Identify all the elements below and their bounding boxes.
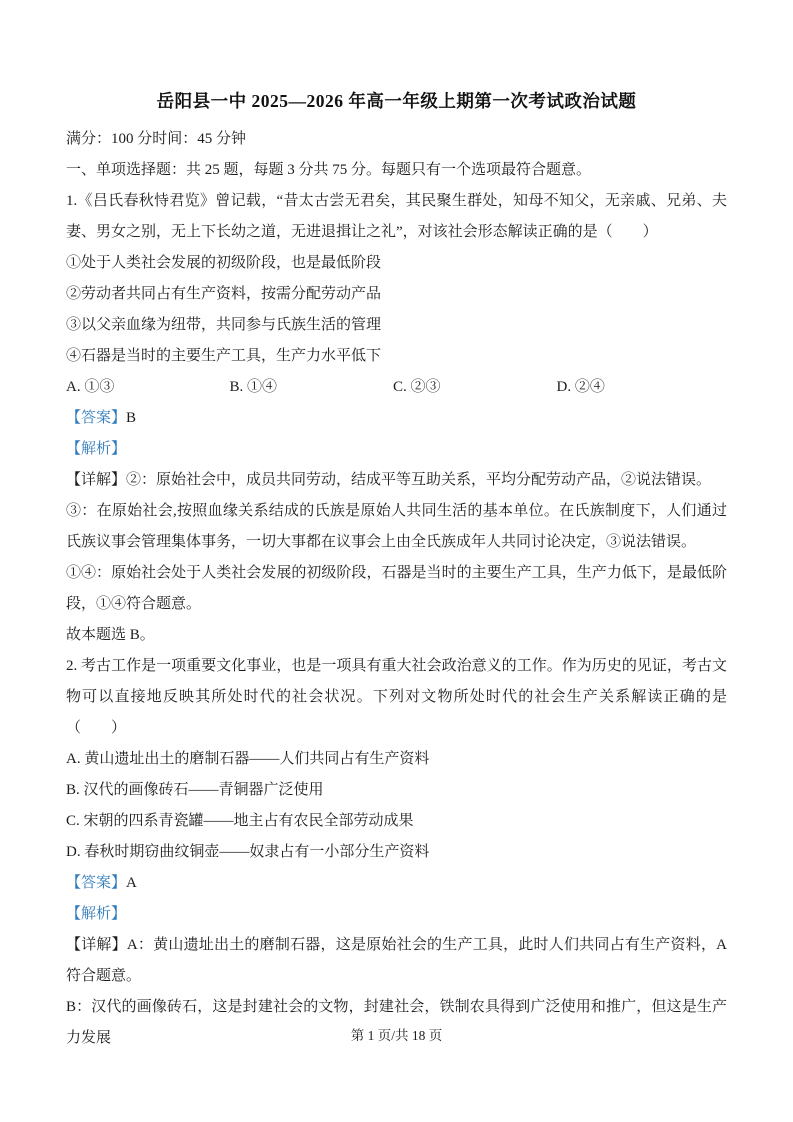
question-1-statement-3: ③以父亲血缘为纽带，共同参与氏族生活的管理 xyxy=(66,317,382,333)
question-2-explanation-1: 【详解】A：黄山遗址出土的磨制石器，这是原始社会的生产工具，此时人们共同占有生产资料，A 符合题意。 xyxy=(66,937,727,984)
section-heading: 一、单项选择题：共 25 题，每题 3 分共 75 分。每题只有一个选项最符合题意。 xyxy=(66,162,592,178)
question-2-option-c: C. 宋朝的四系青瓷罐——地主占有农民全部劳动成果 xyxy=(66,813,414,829)
question-1-option-d: D. ②④ xyxy=(556,379,605,395)
question-1 xyxy=(66,186,727,651)
question-2-option-a: A. 黄山遗址出土的磨制石器——人们共同占有生产资料 xyxy=(66,751,430,767)
question-1-options-row xyxy=(66,372,727,403)
question-1-option-b: B. ①④ xyxy=(229,379,278,395)
exam-meta: 满分：100 分时间：45 分钟 xyxy=(66,131,247,147)
question-2-answer-value: A xyxy=(126,875,137,891)
question-1-statement-1: ①处于人类社会发展的初级阶段，也是最低阶段 xyxy=(66,255,382,271)
answer-label: 【答案】 xyxy=(66,410,127,426)
answer-label: 【答案】 xyxy=(66,875,127,891)
question-1-explanation-4: 故本题选 B。 xyxy=(66,627,155,643)
question-1-explanation-3: ①④：原始社会处于人类社会发展的初级阶段，石器是当时的主要生产工具，生产力低下，是最低阶段，①④符合题意。 xyxy=(66,565,727,612)
question-2-explanation-2: B：汉代的画像砖石，这是封建社会的文物，封建社会，铁制农具得到广泛使用和推广，但这是生产力发展 xyxy=(66,999,727,1046)
question-2-answer-line xyxy=(66,868,727,899)
question-2-option-d: D. 春秋时期窃曲纹铜壶——奴隶占有一小部分生产资料 xyxy=(66,844,430,860)
question-1-option-a: A. ①③ xyxy=(66,379,115,395)
question-1-statement-2: ②劳动者共同占有生产资料，按需分配劳动产品 xyxy=(66,286,382,302)
question-2-option-b: B. 汉代的画像砖石——青铜器广泛使用 xyxy=(66,782,324,798)
question-1-answer-value: B xyxy=(126,410,137,426)
question-1-option-c: C. ②③ xyxy=(393,379,441,395)
analysis-label: 【解析】 xyxy=(66,441,127,457)
page-title: 岳阳县一中 2025—2026 年高一年级上期第一次考试政治试题 xyxy=(156,91,637,111)
question-1-statement-4: ④石器是当时的主要生产工具，生产力水平低下 xyxy=(66,348,382,364)
question-1-stem: 1.《吕氏春秋恃君览》曾记载，“昔太古尝无君矣，其民聚生群处，知母不知父，无亲戚、兄弟、夫妻、男女之别，无上下长幼之道，无进退揖让之礼”，对该社会形态解读正确的是（ ） xyxy=(66,193,727,240)
question-1-analysis-line xyxy=(66,434,727,465)
question-1-explanation-1: 【详解】②：原始社会中，成员共同劳动，结成平等互助关系，平均分配劳动产品，②说法错误。 xyxy=(66,472,712,488)
question-2 xyxy=(66,651,727,1054)
question-1-answer-line xyxy=(66,403,727,434)
question-2-analysis-line xyxy=(66,899,727,930)
analysis-label: 【解析】 xyxy=(66,906,127,922)
question-1-explanation-2: ③：在原始社会,按照血缘关系结成的氏族是原始人共同生活的基本单位。在氏族制度下，人们通过氏族议事会管理集体事务，一切大事都在议事会上由全氏族成年人共同讨论决定，③说法错误。 xyxy=(66,503,727,550)
page-footer: 第 1 页/共 18 页 xyxy=(350,1028,443,1043)
question-2-stem: 2. 考古工作是一项重要文化事业，也是一项具有重大社会政治意义的工作。作为历史的见证，考古文物可以直接地反映其所处时代的社会状况。下列对文物所处时代的社会生产关系解读正确的是（ ） xyxy=(66,658,727,736)
